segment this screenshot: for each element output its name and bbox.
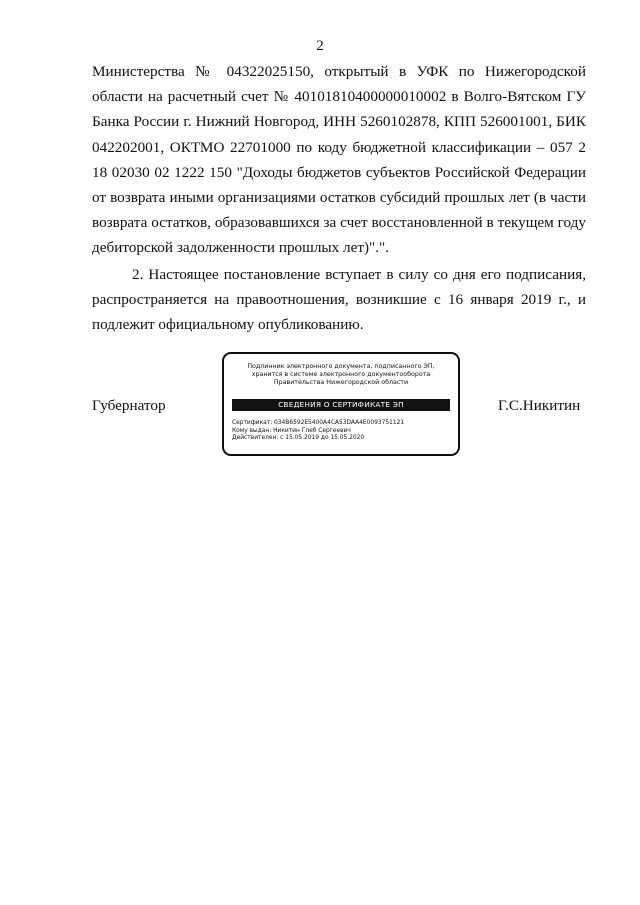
stamp-header-line: хранится в системе электронного документооборота: [251, 371, 431, 378]
certificate-number: Сертификат: 034B6592E5400A4CA53DAA4E0093751121: [232, 420, 405, 426]
stamp-header-line: Правительства Нижегородской области: [273, 379, 409, 386]
certificate-owner: Кому выдан: Никитин Глеб Сергеевич: [232, 427, 351, 434]
page-number: 2: [316, 38, 324, 54]
body-paragraph-2: 2. Настоящее постановление вступает в силу со дня его подписания, распространяется на правоотношения, возникшие с 16 января 2019 г., и подлежит официальному опубликованию.: [92, 266, 586, 334]
electronic-signature-stamp: [222, 352, 460, 456]
stamp-header-line: Подлинник электронного документа, подписанного ЭП,: [247, 363, 435, 370]
signatory-position: Губернатор: [92, 397, 166, 414]
stamp-header: [224, 363, 458, 387]
certificate-validity: Действителен: с 15.05.2019 до 15.05.2020: [232, 435, 365, 442]
stamp-title-bar: СВЕДЕНИЯ О СЕРТИФИКАТЕ ЭП: [232, 399, 450, 411]
signatory-name: Г.С.Никитин: [498, 397, 581, 414]
body-paragraph-1: Министерства № 04322025150, открытый в УФК по Нижегородской области на расчетный счет № 40101810400000010002 в Волго-Вятском ГУ Банка России г. Нижний Новгород, ИНН 5260102878, КПП 526001001, БИК 042202001, ОКТМО 22701000 по коду бюджетной классификации – 057 2 18 02030 02 1222 150 "Доходы бюджетов субъектов Российской Федерации от возврата иными организациями остатков субсидий прошлых лет (в части возврата остатков, образовавшихся за счет восстановленной в текущем году дебиторской задолженности прошлых лет)".".: [92, 63, 586, 257]
stamp-details: [232, 420, 404, 443]
